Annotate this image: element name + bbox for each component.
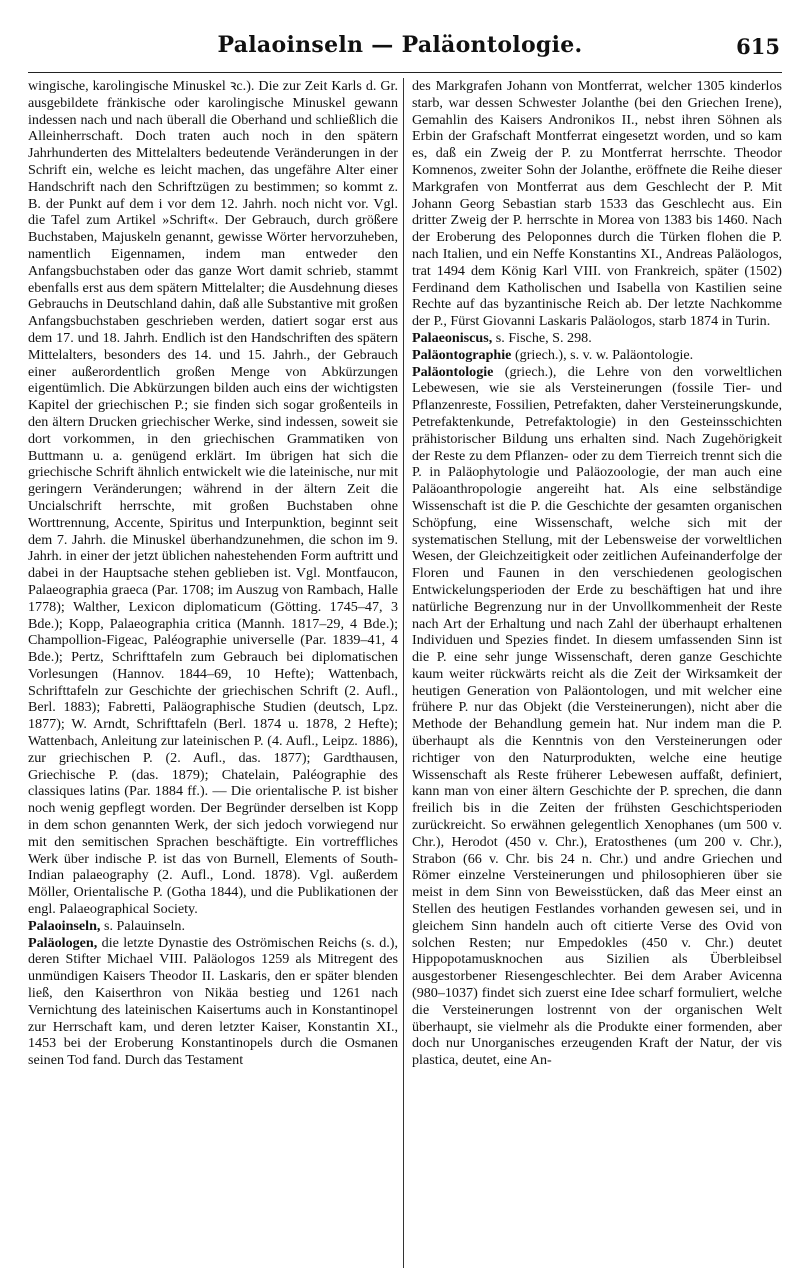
entry-palaoinseln [28, 918, 398, 935]
paragraph-palaeologen-continuation: des Markgrafen Johann von Montferrat, welcher 1305 kinderlos starb, war dessen Schwester Jolanthe (bei den Griechen Irene), Gemahlin des Kaisers Andronikos II., nebst ihren Söhnen als Erbin der Grafschaft Montferrat eingesetzt worden, und so kam es, daß ein Zweig der P. zu Montferrat herrschte. Theodor Komnenos, zweiter Sohn der Jolanthe, eröffnete die Reihe dieser Markgrafen von Montferrat aus dem Geschlecht der P. Mit Johann Georg Sebastian starb 1533 das Geschlecht aus. Ein dritter Zweig der P. herrschte in Morea von 1383 bis 1460. Nach der Eroberung des Peloponnes durch die Türken flohen die P. nach Italien, und ein Neffe Konstantins XI., Andreas Paläologos, trat 1494 dem König Karl VIII. von Frankreich, später (1502) Ferdinand dem Katholischen und Isabella von Kastilien seine Rechte auf das byzantinische Reich ab. Der letzte Nachkomme der P., Fürst Giovanni Laskaris Paläologos, starb 1874 in Turin. [412, 78, 782, 330]
entry-palaeontologie [412, 364, 782, 1069]
paragraph-palaeographie-continuation: wingische, karolingische Minuskel ꝛc.). Die zur Zeit Karls d. Gr. ausgebildete fränkische oder karolingische Minuskel gewann indessen nach und nach überall die Oberhand und schließlich die Alleinherrschaft. Doch traten auch noch in den spätern Jahrhunderten des Mittelalters bedeutende Veränderungen in der Schrift ein, welche es leicht machen, das ungefähre Alter einer Handschrift nach den Schriftzügen zu bestimmen; so kommt z. B. der Punkt auf dem i vor dem 12. Jahrh. noch nicht vor. Vgl. die Tafel zum Artikel »Schrift«. Der Gebrauch, durch größere Buchstaben, Majuskeln genannt, gewisse Wörter hervorzuheben, namentlich Eigennamen, indem man entweder den Anfangsbuchstaben oder das ganze Wort damit schrieb, stammt ebenfalls erst aus dem spätern Mittelalter; die Ausdehnung dieses Gebrauchs in Deutschland dahin, daß alle Substantive mit großen Anfangsbuchstaben geschrieben werden, datiert sogar erst aus dem 17. und 18. Jahrh. Endlich ist den Handschriften des spätern Mittelalters, besonders des 14. und 15. Jahrh., der Gebrauch einer außerordentlich großen Menge von Abkürzungen eigentümlich. Die Abkürzungen bilden auch eins der wichtigsten Kapitel der griechischen P.; sie finden sich sogar großenteils in den ältern Drucken griechischer Werke, sind indessen, soweit sie dort vorkommen, in den griechischen Grammatiken von Buttmann u. a. genügend erklärt. Im übrigen hat sich die griechische Schrift ähnlich entwickelt wie die lateinische, nur mit geringern Veränderungen; während in der ältern Zeit die Uncialschrift herrschte, mit großen Buchstaben ohne Worttrennung, Accente, Spiritus und Interpunktion, beginnt seit dem 7. Jahrh. die Minuskel überhandzunehmen, die schon im 9. Jahrh. in einer der jetzt üblichen nahestehenden Form auftritt und dabei in der Hauptsache stehen geblieben ist. Vgl. Montfaucon, Palaeographia graeca (Par. 1708; im Auszug von Rambach, Halle 1778); Walther, Lexicon diplomaticum (Götting. 1745–47, 3 Bde.); Kopp, Palaeographia critica (Mannh. 1817–29, 4 Bde.); Champollion-Figeac, Paléographie universelle (Par. 1839–41, 4 Bde.); Pertz, Schrifttafeln zum Gebrauch bei diplomatischen Vorlesungen (Hannov. 1844–69, 10 Hefte); Wattenbach, Schrifttafeln zur Geschichte der griechischen Schrift (2. Aufl., Berl. 1883); Fabretti, Paläographische Studien (deutsch, Lpz. 1877); W. Arndt, Schrifttafeln (Berl. 1874 u. 1878, 2 Hefte); Wattenbach, Anleitung zur lateinischen P. (4. Aufl., Leipz. 1886), zur griechischen P. (2. Aufl., das. 1877); Gardthausen, Griechische P. (das. 1879); Chatelain, Paléographie des classiques latins (Par. 1884 ff.). — Die orientalische P. ist bisher noch wenig gepflegt worden. Der Begründer derselben ist Kopp in dem schon genannten Werk, der sich jedoch vorwiegend nur mit den semitischen Sprachen beschäftigte. Ein vortreffliches Werk über indische P. ist das von Burnell, Elements of South-Indian palaeography (2. Aufl., Lond. 1878). Vgl. außerdem Möller, Orientalische P. (Gotha 1844), und die Publikationen der engl. Palaeographical Society. [28, 78, 398, 918]
entry-palaeoniscus [412, 330, 782, 347]
running-title: Palaoinseln — Paläontologie. [217, 32, 583, 58]
right-column [412, 78, 782, 1270]
header-rule [28, 72, 782, 73]
entry-text: s. Palauinseln. [100, 917, 185, 934]
entry-headword: Paläologen, [28, 934, 98, 951]
column-divider [403, 78, 404, 1268]
entry-palaeologen [28, 935, 398, 1069]
left-column [28, 78, 398, 1270]
entry-headword: Palaoinseln, [28, 917, 101, 934]
entry-text: die letzte Dynastie des Oströmischen Reichs (s. d.), deren Stifter Michael VIII. Paläologos 1259 als Mitregent des unmündigen Kaisers Theodor II. Laskaris, den er später blenden ließ, den Kaiserthron von Nikäa bestieg und 1261 nach Vernichtung des lateinischen Kaisertums auch in Konstantinopel zur Herrschaft kam, und deren letzter Kaiser, Konstantin XI., 1453 bei der Eroberung Konstantinopels durch die Osmanen seinen Tod fand. Durch das Testament [28, 934, 398, 1069]
entry-headword: Palaeoniscus, [412, 329, 493, 346]
entry-text: (griech.), die Lehre von den vorweltlichen Lebewesen, wie sie als Versteinerungen (fossile Tier- und Pflanzenreste, Fossilien, Petrefakten, daher Versteinerungskunde, Petrefaktenkunde, Petrefaktologie) in den Gesteinsschichten prähistorischer Bildung uns erhalten sind. Nach Zugehörigkeit der Reste zu dem Pflanzen- oder zu dem Tierreich trennt sich die P. in Paläophytologie und Paläozoologie, der man auch eine Paläoanthropologie angereiht hat. Als eine selbständige Wissenschaft ist die P. die Geschichte der gesamten organischen Schöpfung, eine Wissenschaft, welche sich mit der systematischen Stellung, mit der Lebensweise der vorweltlichen Wesen, der Gleichzeitigkeit oder zeitlichen Aufeinanderfolge der Floren und Faunen in den verschiedenen geologischen Entwickelungsperioden der Erde zu beschäftigen hat und ihre natürliche Begrenzung nur in der Unvollkommenheit der Reste nach Art der Erhaltung und nach Zahl der überhaupt erhaltenen Individuen und Spezies findet. In diesem umfassenden Sinn ist die P. eine sehr junge Wissenschaft, deren ganze Geschichte kaum weiter rückwärts reicht als die Zeit der Wirksamkeit der heutigen Generation von Paläontologen, und mit welcher eine frühere P. nur das Objekt (die Versteinerungen), nicht aber die Methode der Behandlung gemein hat. Nur indem man die P. überhaupt als die Kenntnis von den Versteinerungen oder richtiger von den Naturprodukten, welche eine heutige Wissenschaft als Reste früherer Lebewesen auffaßt, definiert, kann man von einer ältern Geschichte der P. sprechen, die dann freilich bis in die Zeiten der frühsten Geschichtsperioden zurückreicht. So erwähnen gelegentlich Xenophanes (um 500 v. Chr.), Herodot (450 v. Chr.), Eratosthenes (um 200 v. Chr.), Strabon (66 v. Chr. bis 24 n. Chr.) und andre Griechen und Römer einzelne Versteinerungen und philosophieren über sie meist in dem Sinn von Beweisstücken, daß das Meer einst an Stellen des heutigen Festlandes vorhanden gewesen sei, und in gleichem Sinn handeln auch oft citierte Verse des Ovid von solchen Resten; nur Empedokles (450 v. Chr.) deutet Hippopotamusknochen aus Sizilien als Überbleibsel ausgestorbener Riesengeschlechter. Bei dem Araber Avicenna (980–1037) findet sich zuerst eine Idee scharf formuliert, welche die Versteinerungen lostrennt von der organischen Welt überhaupt, sie vielmehr als die Produkte einer formenden, aber doch nur Unorganisches erzeugenden Kraft der Natur, der vis plastica, deutet, eine An- [412, 363, 782, 1069]
page-number: 615 [736, 34, 780, 59]
entry-headword: Paläontologie [412, 363, 494, 380]
entry-headword: Paläontographie [412, 346, 512, 363]
entry-text: s. Fische, S. 298. [492, 329, 592, 346]
entry-palaeontographie [412, 347, 782, 364]
page-header [0, 30, 800, 66]
entry-text: (griech.), s. v. w. Paläontologie. [511, 346, 694, 363]
